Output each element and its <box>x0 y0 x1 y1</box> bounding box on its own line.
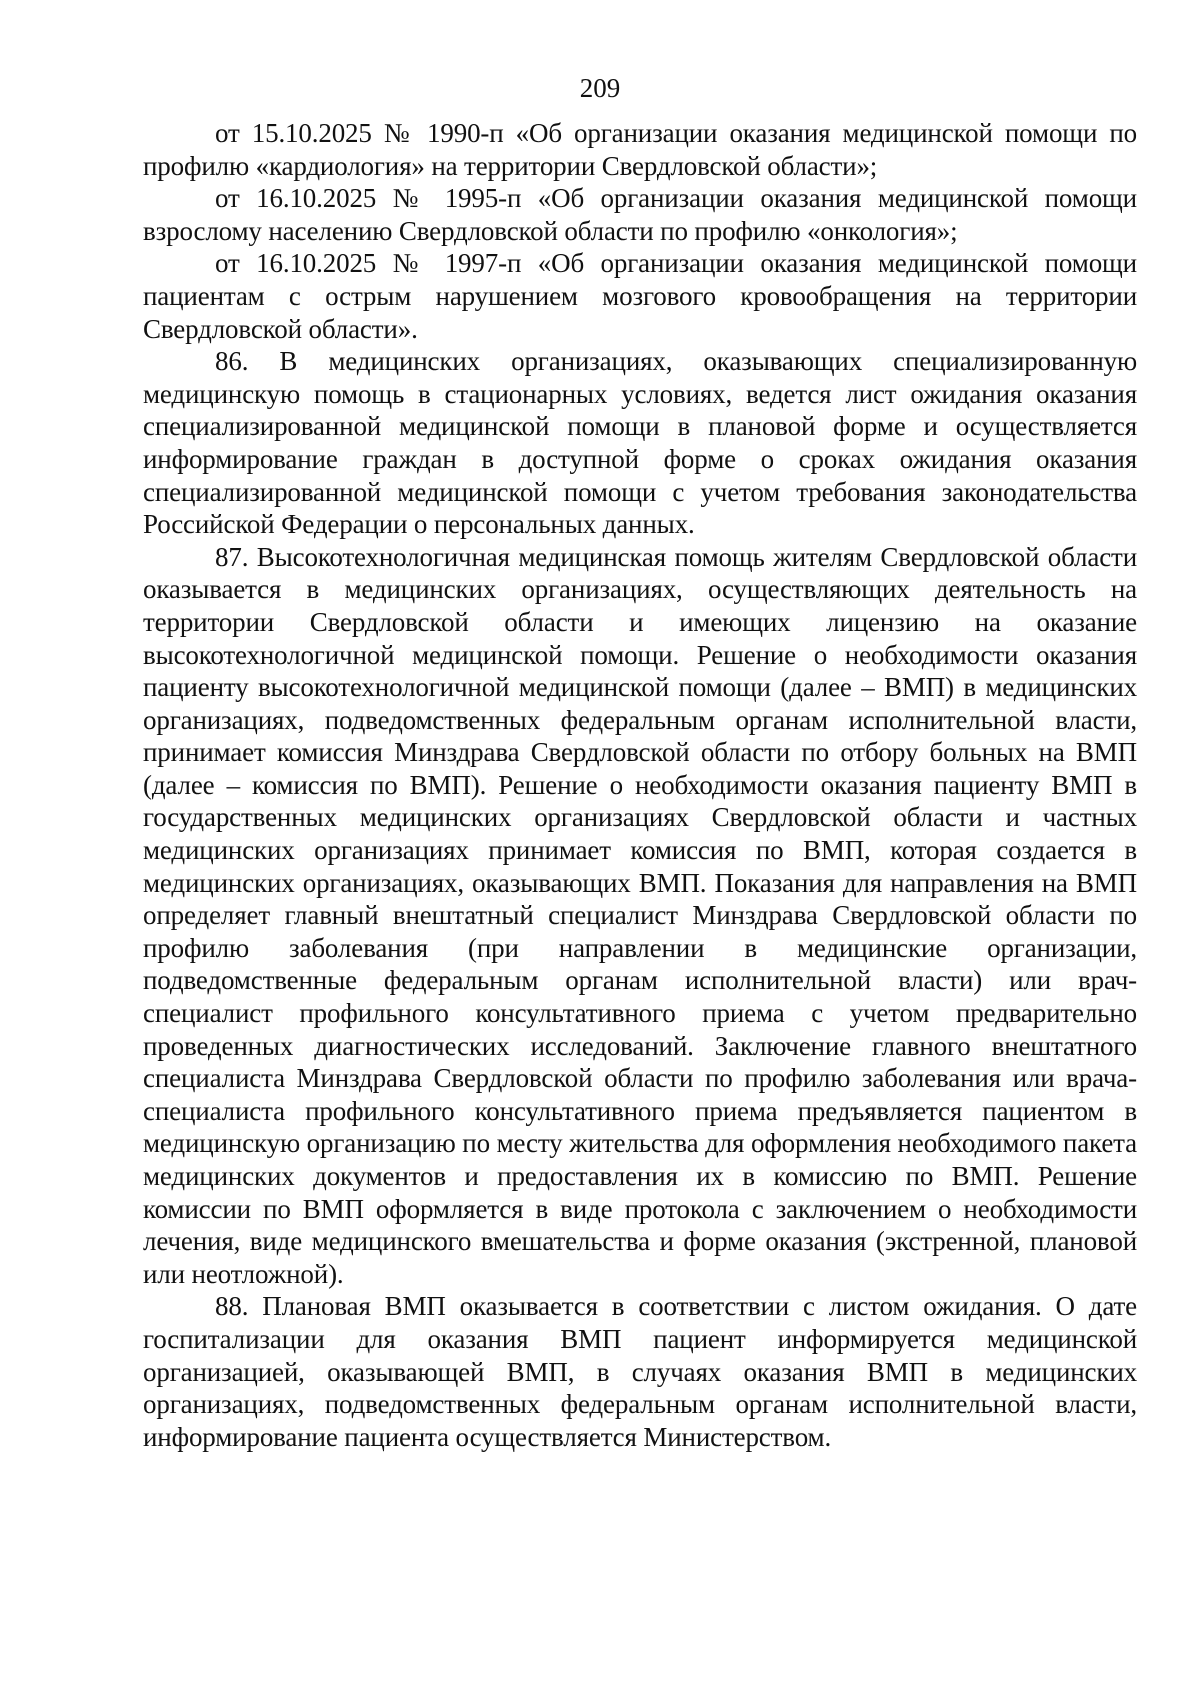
paragraph-88: 88. Плановая ВМП оказывается в соответствии с листом ожидания. О дате госпитализации для оказания ВМП пациент информируется медицинской организацией, оказывающей ВМП, в случаях оказания ВМП в медицинских организациях, подведомственных федеральным органам исполнительной власти, информирование пациента осуществляется Министерством. <box>143 1291 1137 1452</box>
paragraph-order-1990: от 15.10.2025 № 1990-п «Об организации оказания медицинской помощи по профилю «кардиология» на территории Свердловской области»; <box>143 118 1137 181</box>
paragraph-order-1995: от 16.10.2025 № 1995-п «Об организации оказания медицинской помощи взрослому населению Свердловской области по профилю «онкология»; <box>143 183 1137 246</box>
paragraph-86: 86. В медицинских организациях, оказывающих специализированную медицинскую помощь в стационарных условиях, ведется лист ожидания оказания специализированной медицинской помощи в плановой форме и осуществляется информирование граждан в доступной форме о сроках ожидания оказания специализированной медицинской помощи с учетом требования законодательства Российской Федерации о персональных данных. <box>143 346 1137 540</box>
document-body <box>143 117 1137 1453</box>
paragraph-87: 87. Высокотехнологичная медицинская помощь жителям Свердловской области оказывается в медицинских организациях, осуществляющих деятельность на территории Свердловской области и имеющих лицензию на оказание высокотехнологичной медицинской помощи. Решение о необходимости оказания пациенту высокотехнологичной медицинской помощи (далее – ВМП) в медицинских организациях, подведомственных федеральным органам исполнительной власти, принимает комиссия Минздрава Свердловской области по отбору больных на ВМП (далее – комиссия по ВМП). Решение о необходимости оказания пациенту ВМП в государственных медицинских организациях Свердловской области и частных медицинских организациях принимает комиссия по ВМП, которая создается в медицинских организациях, оказывающих ВМП. Показания для направления на ВМП определяет главный внештатный специалист Минздрава Свердловской области по профилю заболевания (при направлении в медицинские организации, подведомственные федеральным органам исполнительной власти) или врач-специалист профильного консультативного приема с учетом предварительно проведенных диагностических исследований. Заключение главного внештатного специалиста Минздрава Свердловской области по профилю заболевания или врача-специалиста профильного консультативного приема предъявляется пациентом в медицинскую организацию по месту жительства для оформления необходимого пакета медицинских документов и предоставления их в комиссию по ВМП. Решение комиссии по ВМП оформляется в виде протокола с заключением о необходимости лечения, виде медицинского вмешательства и форме оказания (экстренной, плановой или неотложной). <box>143 541 1137 1289</box>
page-number: 209 <box>579 73 621 103</box>
paragraph-order-1997: от 16.10.2025 № 1997-п «Об организации оказания медицинской помощи пациентам с острым нарушением мозгового кровообращения на территории Свердловской области». <box>143 248 1137 344</box>
